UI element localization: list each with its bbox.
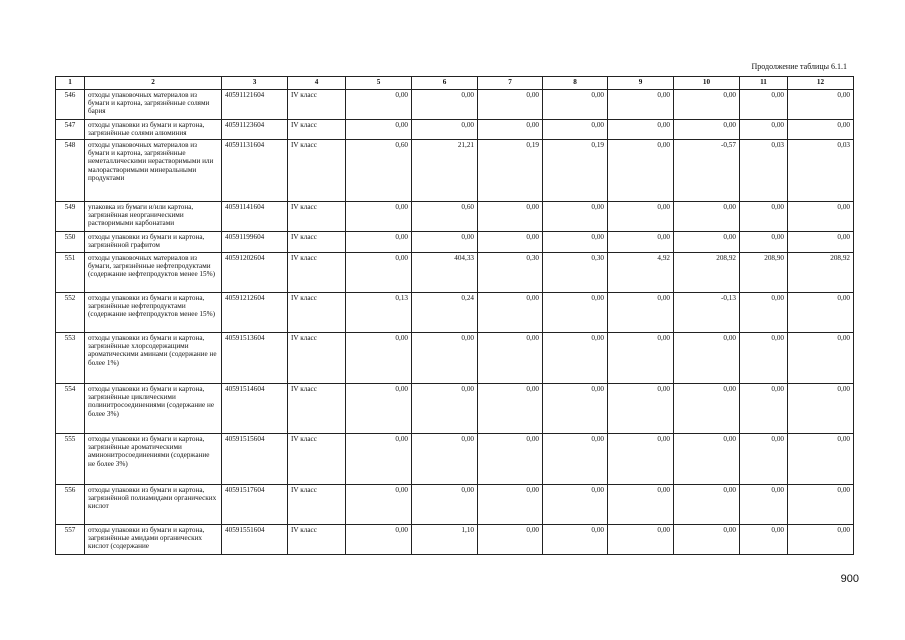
table-row	[56, 293, 854, 333]
value-cell: 0,00	[412, 434, 478, 485]
value-cell: 0,00	[740, 485, 788, 525]
value-cell: 0,19	[543, 140, 608, 202]
table-row	[56, 120, 854, 140]
value-cell: 0,00	[674, 384, 740, 434]
table-body	[56, 90, 854, 555]
waste-name: отходы упаковки из бумаги и картона, загрязнённые хлорсодержащими ароматическими аминами (содержание не более 1%)	[85, 333, 222, 384]
value-cell: 0,00	[478, 333, 543, 384]
header-row	[56, 77, 854, 90]
value-cell: 0,00	[740, 120, 788, 140]
value-cell: 208,90	[740, 253, 788, 293]
value-cell: 0,00	[788, 525, 854, 555]
value-cell: 21,21	[412, 140, 478, 202]
row-number: 553	[56, 333, 85, 384]
value-cell: 0,00	[740, 90, 788, 120]
value-cell: 208,92	[674, 253, 740, 293]
table-row	[56, 525, 854, 555]
table-row	[56, 232, 854, 253]
value-cell: 0,00	[740, 293, 788, 333]
value-cell: 0,00	[740, 202, 788, 232]
value-cell: 0,00	[478, 90, 543, 120]
hazard-class: IV класс	[288, 485, 346, 525]
waste-name: отходы упаковки из бумаги и картона, загрязнённые циклическими полинитросоединениями (содержание не более 3%)	[85, 384, 222, 434]
value-cell: 0,00	[543, 293, 608, 333]
value-cell: 0,00	[346, 90, 412, 120]
table-row	[56, 202, 854, 232]
hazard-class: IV класс	[288, 384, 346, 434]
value-cell: 0,00	[346, 384, 412, 434]
value-cell: 0,00	[608, 202, 674, 232]
waste-code: 40591141604	[222, 202, 288, 232]
table-row	[56, 253, 854, 293]
col-header: 1	[56, 77, 85, 90]
row-number: 549	[56, 202, 85, 232]
value-cell: 0,00	[788, 232, 854, 253]
value-cell: 0,00	[543, 333, 608, 384]
row-number: 550	[56, 232, 85, 253]
waste-name: отходы упаковки из бумаги и картона, загрязнённые нефтепродуктами (содержание нефтепродуктов менее 15%)	[85, 293, 222, 333]
row-number: 548	[56, 140, 85, 202]
waste-code: 40591202604	[222, 253, 288, 293]
hazard-class: IV класс	[288, 120, 346, 140]
value-cell: 0,00	[543, 485, 608, 525]
hazard-class: IV класс	[288, 202, 346, 232]
row-number: 554	[56, 384, 85, 434]
waste-code: 40591131604	[222, 140, 288, 202]
waste-code: 40591123604	[222, 120, 288, 140]
value-cell: 0,00	[608, 525, 674, 555]
page-number: 900	[840, 573, 859, 585]
value-cell: 1,10	[412, 525, 478, 555]
value-cell: 0,03	[740, 140, 788, 202]
table-caption: Продолжение таблицы 6.1.1	[751, 62, 847, 71]
value-cell: 0,00	[608, 485, 674, 525]
value-cell: 0,00	[346, 120, 412, 140]
table-row	[56, 384, 854, 434]
value-cell: 0,00	[674, 485, 740, 525]
value-cell: 0,00	[788, 120, 854, 140]
value-cell: 0,00	[674, 434, 740, 485]
hazard-class: IV класс	[288, 293, 346, 333]
value-cell: 0,00	[478, 120, 543, 140]
col-header: 11	[740, 77, 788, 90]
waste-name: упаковка из бумаги и/или картона, загрязнённая неорганическими растворимыми карбонатами	[85, 202, 222, 232]
value-cell: 0,00	[543, 434, 608, 485]
hazard-class: IV класс	[288, 140, 346, 202]
value-cell: 0,00	[412, 232, 478, 253]
value-cell: 404,33	[412, 253, 478, 293]
waste-name: отходы упаковочных материалов из бумаги и картона, загрязнённые солями бария	[85, 90, 222, 120]
value-cell: 0,00	[674, 90, 740, 120]
waste-code: 40591514604	[222, 384, 288, 434]
value-cell: 0,00	[478, 525, 543, 555]
table-row	[56, 434, 854, 485]
value-cell: 0,00	[788, 293, 854, 333]
value-cell: 0,03	[788, 140, 854, 202]
col-header: 10	[674, 77, 740, 90]
row-number: 555	[56, 434, 85, 485]
value-cell: 0,00	[674, 232, 740, 253]
value-cell: 0,00	[478, 485, 543, 525]
value-cell: 0,00	[788, 485, 854, 525]
value-cell: 0,00	[478, 202, 543, 232]
value-cell: 0,00	[608, 232, 674, 253]
value-cell: -0,57	[674, 140, 740, 202]
value-cell: 0,00	[674, 525, 740, 555]
value-cell: 0,00	[608, 140, 674, 202]
hazard-class: IV класс	[288, 333, 346, 384]
waste-code: 40591515604	[222, 434, 288, 485]
row-number: 552	[56, 293, 85, 333]
col-header: 12	[788, 77, 854, 90]
waste-name: отходы упаковочных материалов из бумаги и картона, загрязнённые неметаллическими нерастворимыми или малорастворимыми минеральными продуктами	[85, 140, 222, 202]
value-cell: 0,24	[412, 293, 478, 333]
value-cell: 0,00	[740, 384, 788, 434]
value-cell: 0,00	[478, 384, 543, 434]
value-cell: 0,00	[478, 293, 543, 333]
value-cell: 0,00	[674, 120, 740, 140]
value-cell: 0,60	[346, 140, 412, 202]
value-cell: 0,00	[346, 232, 412, 253]
table-row	[56, 333, 854, 384]
value-cell: 0,00	[740, 232, 788, 253]
value-cell: 0,00	[346, 485, 412, 525]
row-number: 546	[56, 90, 85, 120]
value-cell: 0,00	[478, 434, 543, 485]
waste-name: отходы упаковки из бумаги и картона, загрязнённые амидами органических кислот (содержание	[85, 525, 222, 555]
col-header: 5	[346, 77, 412, 90]
value-cell: 0,00	[608, 384, 674, 434]
value-cell: 0,00	[788, 384, 854, 434]
hazard-class: IV класс	[288, 525, 346, 555]
value-cell: 0,00	[608, 333, 674, 384]
value-cell: 208,92	[788, 253, 854, 293]
value-cell: 0,00	[674, 333, 740, 384]
table-row	[56, 485, 854, 525]
value-cell: 4,92	[608, 253, 674, 293]
value-cell: 0,60	[412, 202, 478, 232]
waste-name: отходы упаковки из бумаги и картона, загрязнённые ароматическими аминонитросоединениями (содержание не более 3%)	[85, 434, 222, 485]
waste-name: отходы упаковки из бумаги и картона, загрязнённой графитом	[85, 232, 222, 253]
value-cell: 0,00	[412, 333, 478, 384]
value-cell: 0,00	[608, 120, 674, 140]
value-cell: 0,00	[412, 120, 478, 140]
col-header: 8	[543, 77, 608, 90]
value-cell: 0,00	[788, 202, 854, 232]
value-cell: 0,00	[608, 90, 674, 120]
row-number: 547	[56, 120, 85, 140]
col-header: 2	[85, 77, 222, 90]
hazard-class: IV класс	[288, 90, 346, 120]
hazard-class: IV класс	[288, 253, 346, 293]
value-cell: 0,00	[346, 202, 412, 232]
value-cell: 0,00	[740, 525, 788, 555]
value-cell: 0,13	[346, 293, 412, 333]
value-cell: -0,13	[674, 293, 740, 333]
row-number: 556	[56, 485, 85, 525]
value-cell: 0,00	[608, 293, 674, 333]
hazard-class: IV класс	[288, 434, 346, 485]
value-cell: 0,00	[346, 434, 412, 485]
value-cell: 0,00	[543, 384, 608, 434]
value-cell: 0,00	[346, 333, 412, 384]
value-cell: 0,30	[543, 253, 608, 293]
value-cell: 0,00	[740, 434, 788, 485]
value-cell: 0,00	[543, 90, 608, 120]
value-cell: 0,00	[478, 232, 543, 253]
value-cell: 0,00	[346, 525, 412, 555]
value-cell: 0,00	[412, 384, 478, 434]
hazard-class: IV класс	[288, 232, 346, 253]
row-number: 557	[56, 525, 85, 555]
row-number: 551	[56, 253, 85, 293]
waste-code: 40591121604	[222, 90, 288, 120]
waste-name: отходы упаковки из бумаги и картона, загрязнённой полиамидами органических кислот	[85, 485, 222, 525]
value-cell: 0,00	[543, 120, 608, 140]
table-row	[56, 90, 854, 120]
value-cell: 0,00	[543, 202, 608, 232]
col-header: 7	[478, 77, 543, 90]
value-cell: 0,00	[788, 434, 854, 485]
waste-code: 40591199604	[222, 232, 288, 253]
value-cell: 0,30	[478, 253, 543, 293]
col-header: 6	[412, 77, 478, 90]
value-cell: 0,00	[412, 485, 478, 525]
waste-code: 40591551604	[222, 525, 288, 555]
value-cell: 0,00	[412, 90, 478, 120]
col-header: 9	[608, 77, 674, 90]
col-header: 4	[288, 77, 346, 90]
value-cell: 0,00	[608, 434, 674, 485]
value-cell: 0,00	[740, 333, 788, 384]
value-cell: 0,00	[788, 90, 854, 120]
value-cell: 0,00	[346, 253, 412, 293]
value-cell: 0,00	[543, 232, 608, 253]
value-cell: 0,00	[674, 202, 740, 232]
waste-name: отходы упаковки из бумаги и картона, загрязнённые солями алюминия	[85, 120, 222, 140]
waste-code: 40591517604	[222, 485, 288, 525]
waste-table	[55, 76, 854, 555]
waste-code: 40591212604	[222, 293, 288, 333]
value-cell: 0,19	[478, 140, 543, 202]
value-cell: 0,00	[543, 525, 608, 555]
waste-name: отходы упаковочных материалов из бумаги, загрязнённые нефтепродуктами (содержание нефтепродуктов менее 15%)	[85, 253, 222, 293]
col-header: 3	[222, 77, 288, 90]
waste-code: 40591513604	[222, 333, 288, 384]
table-row	[56, 140, 854, 202]
value-cell: 0,00	[788, 333, 854, 384]
